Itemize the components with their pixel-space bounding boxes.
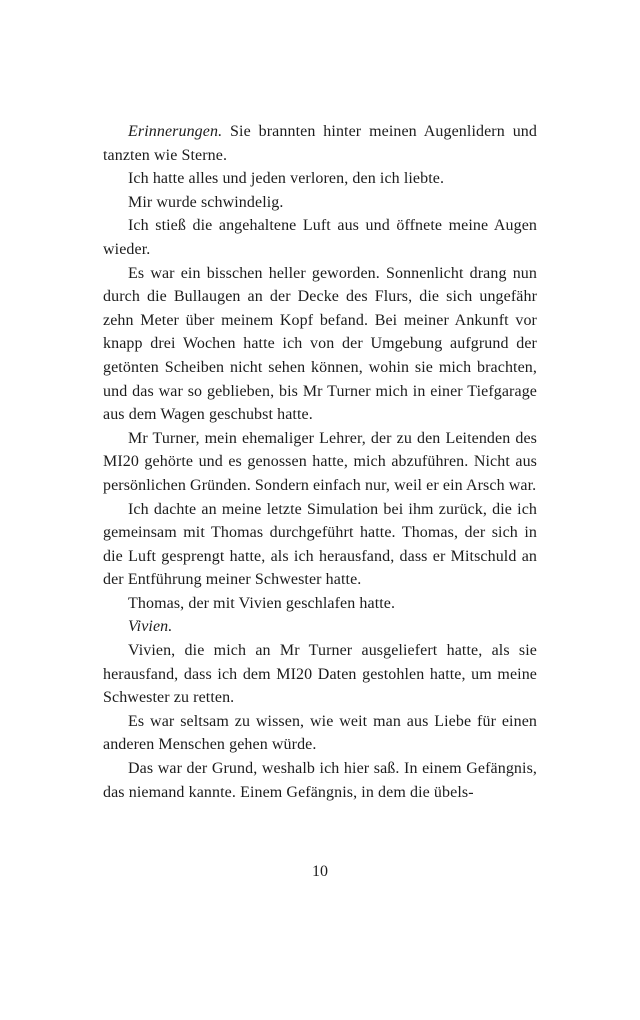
paragraph: [103, 167, 537, 191]
paragraph-lead-italic: Vivien.: [128, 618, 173, 636]
paragraph-text: Es war ein bisschen heller geworden. Sonnenlicht drang nun durch die Bullaugen an der Decke des Flurs, die sich ungefähr zehn Meter über meinem Kopf befand. Bei meiner Ankunft vor knapp drei Wochen hatte ich von der Umgebung aufgrund der getönten Scheiben nicht sehen können, wohin sie mich brachten, und das war so geblieben, bis Mr Turner mich in einer Tiefgarage aus dem Wagen geschubst hatte.: [103, 264, 537, 424]
paragraph: [103, 262, 537, 427]
paragraph: [103, 427, 537, 498]
paragraph: [103, 639, 537, 710]
paragraph: [103, 615, 537, 639]
paragraph-text: Sie brannten hinter meinen Augenlidern und tanzten wie Sterne.: [103, 123, 537, 164]
paragraph: [103, 592, 537, 616]
paragraph: [103, 757, 537, 804]
paragraph-lead-italic: Erinnerungen.: [128, 123, 223, 140]
paragraph-text: Ich hatte alles und jeden verloren, den ich liebte.: [128, 170, 445, 188]
paragraph: [103, 191, 537, 215]
paragraph-text: Mir wurde schwindelig.: [128, 193, 284, 211]
paragraph-text: Vivien, die mich an Mr Turner ausgeliefert hatte, als sie herausfand, dass ich dem MI20 Daten gestohlen hatte, um meine Schwester zu retten.: [103, 642, 537, 707]
paragraph: [103, 120, 537, 167]
paragraph-text: Mr Turner, mein ehemaliger Lehrer, der zu den Leitenden des MI20 gehörte und es genossen hatte, mich abzuführen. Nicht aus persönlichen Gründen. Sondern einfach nur, weil er ein Arsch war.: [103, 429, 537, 494]
paragraph-text: Ich stieß die angehaltene Luft aus und öffnete meine Augen wieder.: [103, 217, 537, 258]
paragraph-text: Es war seltsam zu wissen, wie weit man aus Liebe für einen anderen Menschen gehen würde.: [103, 712, 537, 754]
paragraph-text: Thomas, der mit Vivien geschlafen hatte.: [128, 594, 396, 612]
paragraph: [103, 214, 537, 261]
text-block: [103, 120, 537, 804]
paragraph-text: Das war der Grund, weshalb ich hier saß. In einem Gefängnis, das niemand kannte. Einem Gefängnis, in dem die übels-: [103, 760, 537, 801]
paragraph: [103, 710, 537, 757]
paragraph: [103, 498, 537, 592]
paragraph-text: Ich dachte an meine letzte Simulation bei ihm zurück, die ich gemeinsam mit Thomas durchgeführt hatte. Thomas, der sich in die Luft gesprengt hatte, als ich herausfand, dass er Mitschuld an der Entführung meiner Schwester hatte.: [103, 500, 537, 589]
page-number: 10: [312, 863, 328, 880]
